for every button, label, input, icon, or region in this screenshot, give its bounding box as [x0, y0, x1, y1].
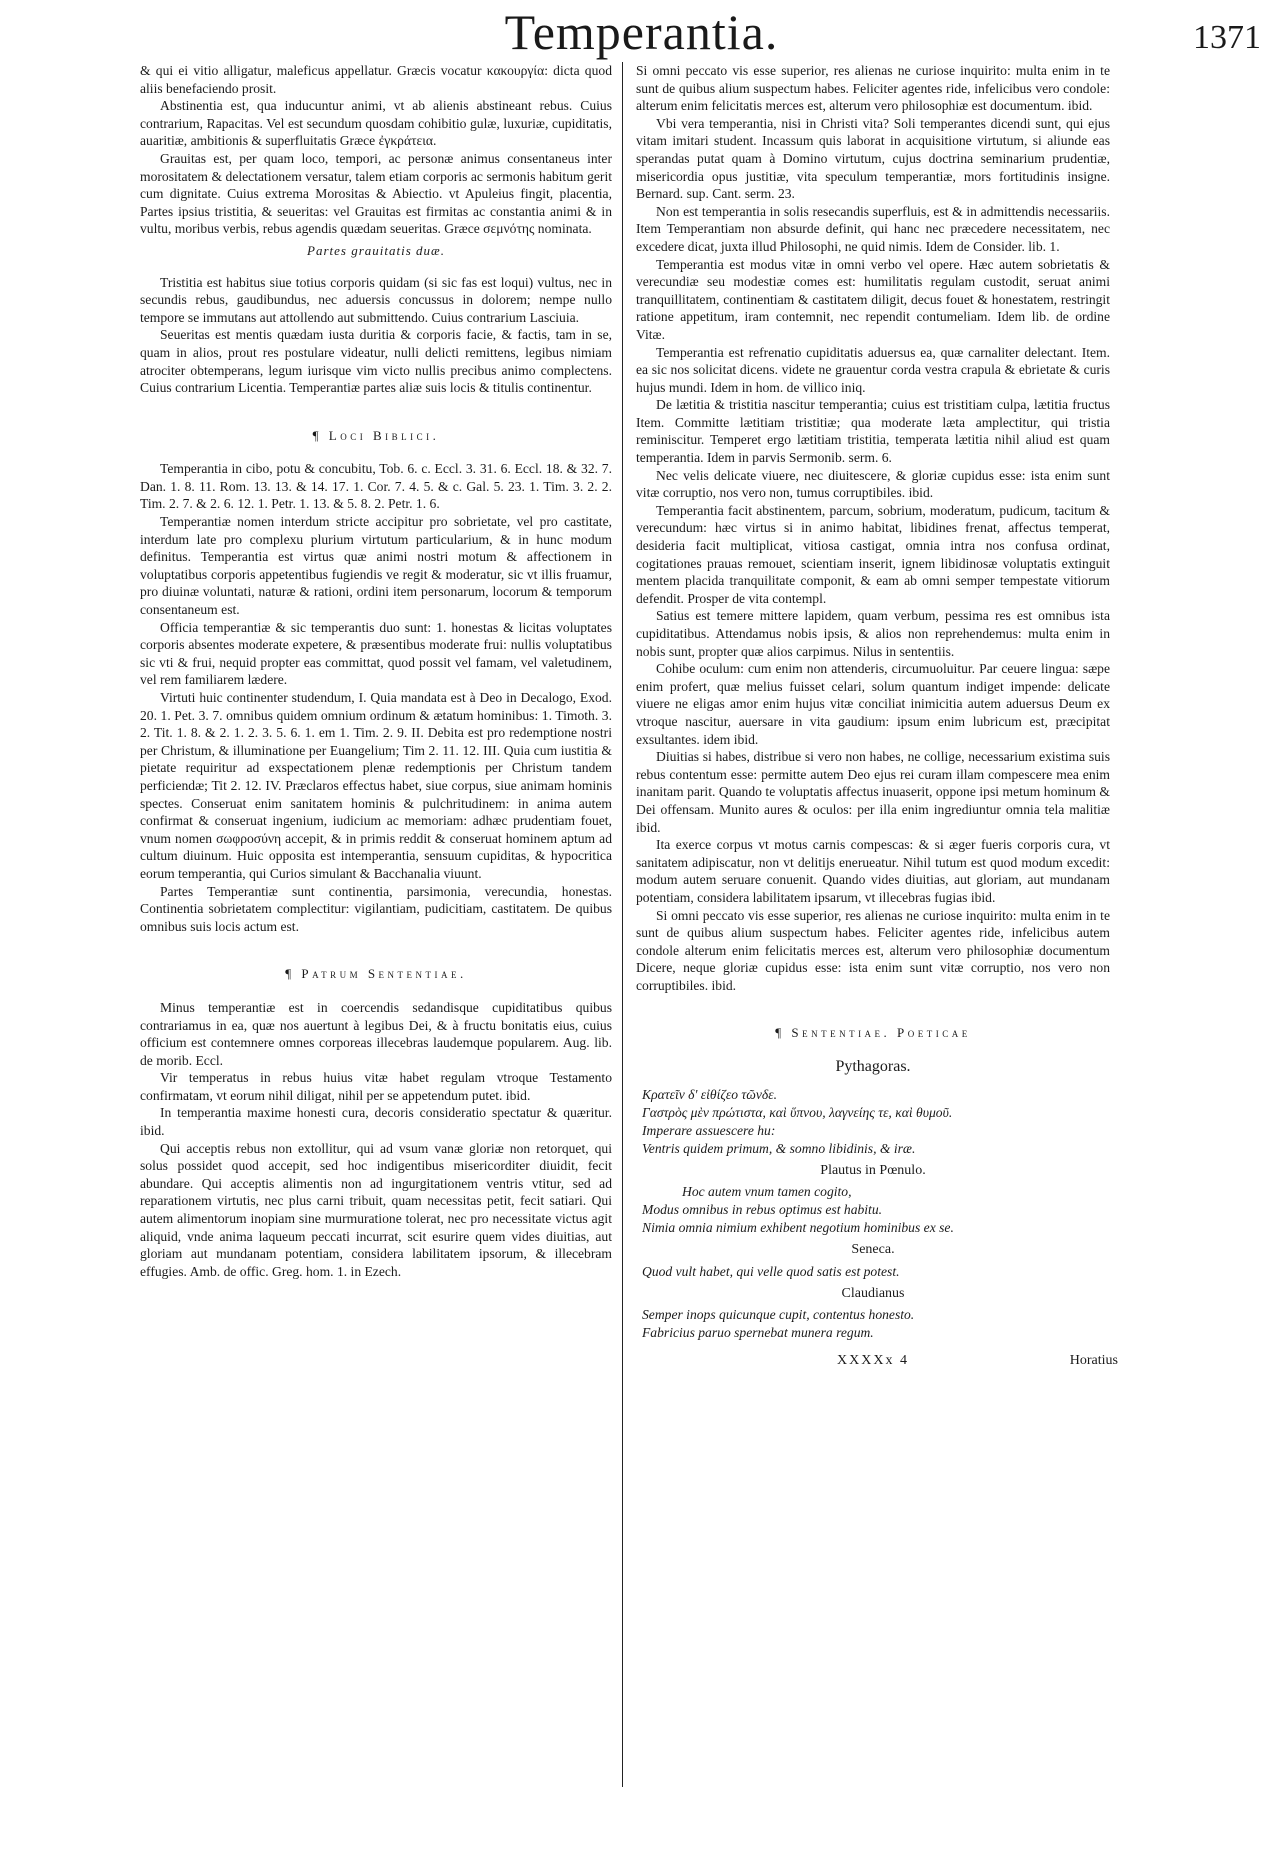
page-number: 1371: [1193, 19, 1261, 56]
signature-mark: XXXXx 4: [837, 1353, 909, 1369]
paragraph: & qui ei vitio alligatur, maleficus appellatur. Græcis vocatur κακουργία: dicta quod aliis benefaciendo prosit.: [140, 63, 612, 96]
verse-line: Fabricius paruo spernebat munera regum.: [642, 1325, 874, 1341]
catchword: Horatius: [1069, 1353, 1118, 1369]
paragraph: Satius est temere mittere lapidem, quam verbum, pessima res est omnibus ista cupiditatibus. Attendamus nobis ipsis, & alios non reprehendemus: multa enim in nobis sunt, propter quæ alios carpimus. Nilus in sententiis.: [636, 608, 1110, 659]
paragraph: Seueritas est mentis quædam iusta duritia & corporis facie, & factis, tam in se, quam in alios, prout res postulare videatur, nulli delicti remittens, legibus nimiam atrociter obtemperans, legum iurisque vim victo nullis precibus animo complectens. Cuius contrarium Licentia. Temperantiæ partes aliæ suis locis & titulis continentur.: [140, 327, 612, 396]
poet-name: Plautus in Pœnulo.: [820, 1162, 926, 1178]
verse-line: Quod vult habet, qui velle quod satis est potest.: [642, 1263, 900, 1279]
paragraph: Qui acceptis rebus non extollitur, qui ad vsum vanæ gloriæ non retorquet, qui solus possidet quod accepit, sed hoc indigentibus misericorditer diuidit, fecit abundare. Qui acceptis alimentis non ad ingurgitationem ventris vtitur, sed ad reparationem virtutis, nec plus carni tribuit, quam necessitas petit, fecit satiari. Qui autem alimentorum inopiam sine murmuratione tolerat, nec pro necessitate victus agit aliquid, vnde anima laqueum peccati incurrat, scit esurire quem vides diuitias, aut gloriam aut mundanam potentiam, considera labilitatem ipsorum, & illecebram effugies. Amb. de offic. Greg. hom. 1. in Ezech.: [140, 1140, 612, 1279]
paragraph: Temperantia est modus vitæ in omni verbo vel opere. Hæc autem sobrietatis & verecundiæ seu modestiæ comes est: humilitatis regulam custodit, seruat animi tranquillitatem, continentiam & castitatem diligit, decus fouet & honestatem, restringit ratione appetitum, iram contemnit, nec rependit contumeliam. Idem lib. de ordine Vitæ.: [636, 256, 1110, 342]
paragraph: Grauitas est, per quam loco, tempori, ac personæ animus consentaneus inter morositatem & delectationem versatur, talem etiam corporis ac sermonis habitum gerit cum dignitate. Cuius extrema Morositas & Abiectio. vt Apuleius fingit, placentia, Partes ipsius tristitia, & seueritas: vel Grauitas est firmitas ac constantia animi & in vultu, moribus verbis, rebus agendis quædam seueritas. Græce σεμνότης nominata.: [140, 150, 612, 237]
paragraph: Temperantia est refrenatio cupiditatis aduersus ea, quæ carnaliter delectant. Item. ea sic nos solicitat dicens. videte ne grauentur corda vestra crapula & ebrietate & curis hujus mundi. Idem in hom. de villico iniq.: [636, 344, 1110, 395]
paragraph: Temperantia in cibo, potu & concubitu, Tob. 6. c. Eccl. 3. 31. 6. Eccl. 18. & 32. 7. Dan. 1. 8. 11. Rom. 13. 13. & 14. 17. 1. Cor. 7. 4. 5. & c. Gal. 5. 23. 1. Tim. 3. 2. 2. Tim. 2. 7. & 2. 6. 12. 1. Petr. 1. 13. & 5. 8. 2. Petr. 1. 6.: [140, 461, 612, 512]
paragraph: Cohibe oculum: cum enim non attenderis, circumuoluitur. Par ceuere lingua: sæpe enim profert, quæ melius fuisset celari, solum quantum indiget impende: delicate viuere ne eligas amor enim hujus vitæ conciliat inimicitia autem aduersus Deum ex vtroque nascitur, auersare in vita gaudium: ipsum enim lubricum est, præcipitat exsultantes. idem ibid.: [636, 661, 1110, 747]
section-heading: ¶ Sententiae. Poeticae: [775, 1025, 971, 1041]
verse-line: Modus omnibus in rebus optimus est habitu.: [642, 1202, 883, 1218]
paragraph: Diuitias si habes, distribue si vero non habes, ne collige, necessarium existima suis rebus contentum esse: permitte autem Deo ejus rei curam illam compescere mea enim inanitam parit. Quando te voluptatis affectus inuaserit, oppone ipsi metum hominum & Dei offensam. Munito aures & oculos: per illa enim ingrediuntur omnia tela malitiæ ibid.: [636, 749, 1110, 835]
signature-line: [636, 1352, 1118, 1370]
right-column: [636, 62, 1118, 1370]
paragraph: In temperantia maxime honesti cura, decoris consideratio spectatur & quæritur. ibid.: [140, 1105, 612, 1139]
paragraph: Non est temperantia in solis resecandis superfluis, est & in admittendis necessariis. Item Temperantiam non absurde definit, qui hanc nec præcedere necessitatem, nec excedere dicat, juxta illud Philosophi, ne quid nimis. Idem de Consider. lib. 1.: [636, 203, 1110, 254]
verse-line: Nimia omnia nimium exhibent negotium hominibus ex se.: [642, 1220, 954, 1236]
poet-heading: Pythagoras.: [835, 1058, 911, 1076]
paragraph: Officia temperantiæ & sic temperantis duo sunt: 1. honestas & licitas voluptates corporis absentes moderate expetere, & præsentibus moderate frui: nullis voluptatibus sic vti & frui, nequid propter eas committat, quod possit vel famam, vel valetudinem, vel rem familiarem lædere.: [140, 619, 612, 688]
poet-name: Claudianus: [841, 1285, 905, 1301]
verse-line: Imperare assuescere hu:: [642, 1122, 776, 1138]
paragraph: Partes Temperantiæ sunt continentia, parsimonia, verecundia, honestas. Continentia sobrietatem complectitur: vigilantiam, pudicitiam, castitatem. De quibus omnibus suis locis actum est.: [140, 883, 612, 934]
section-heading: ¶ Patrum Sententiae.: [285, 966, 467, 982]
verse-line: Γαστρὸς μὲν πρώτιστα, καὶ ὕπνου, λαγνείης τε, καὶ θυμοῦ.: [642, 1104, 953, 1120]
paragraph: Si omni peccato vis esse superior, res alienas ne curiose inquirito: multa enim in te sunt de quibus alium suspectum habes. Feliciter agentes ride, infelicibus vero condole: alterum enim felicitatis merces est, alterum vero philosophiæ est documentum. ibid.: [636, 63, 1110, 114]
paragraph: Abstinentia est, qua inducuntur animi, vt ab alienis abstineant rebus. Cuius contrarium, Rapacitas. Vel est secundum quosdam cohibitio gulæ, luxuriæ, cupiditatis, auaritiæ, ambitionis & superfluitatis Græce ἐγκράτεια.: [140, 98, 612, 149]
paragraph: Vbi vera temperantia, nisi in Christi vita? Soli temperantes dicendi sunt, qui ejus vitam imitari student. Incassum quis laborat in acquisitione virtutum, si aliunde eas sperandas putat quam à Domino virtutum, cujus doctrina seminarium prudentiæ, misericordia opus justitiæ, vita speculum temperantiæ, mors fortitudinis insigne. Bernard. sup. Cant. serm. 23.: [636, 115, 1110, 202]
verse-line: Κρατεῖν δ' εἰθίζεο τῶνδε.: [642, 1086, 777, 1102]
sub-heading: Partes grauitatis duæ.: [307, 242, 445, 258]
verse-line: Ventris quidem primum, & somno libidinis, & iræ.: [642, 1140, 916, 1156]
paragraph: Nec velis delicate viuere, nec diuitescere, & gloriæ cupidus esse: ista enim sunt vitæ corruptio, nos vero non, tumus corruptibiles. ibid.: [636, 467, 1110, 501]
verse-line: Semper inops quicunque cupit, contentus honesto.: [642, 1307, 915, 1323]
poet-name: Seneca.: [851, 1242, 895, 1258]
paragraph: Tristitia est habitus siue totius corporis quidam (si sic fas est loqui) vultus, nec in secundis rebus, gaudibundus, nec aduersis concussus in dolorem; nempe nullo tempore se immutans aut attollendo aut submittendo. Cuius contrarium Lasciuia.: [140, 274, 612, 325]
paragraph: Temperantiæ nomen interdum stricte accipitur pro sobrietate, vel pro castitate, interdum late pro complexu plurium virtutum particularium, & in hunc modum definitus. Temperantia est virtus quæ animi nostri motum & affectionem in voluptatibus corporis appetentibus fugiendis ve regit & moderatur, sic vt illis fruamur, pro diuinæ voluntati, naturæ & rationi, ordini item personarum, locorum & temporum consentaneum est.: [140, 514, 612, 618]
paragraph: Si omni peccato vis esse superior, res alienas ne curiose inquirito: multa enim in te sunt de quibus alium suspectum habes. Feliciter agentes ride, infelicibus autem condole alterum enim felicitatis merces est, alterum vero philosophiæ documentum Dicere, neque gloriæ cupidus esse: ista enim sunt vitæ corruptio, nos vero non corruptibiles. ibid.: [636, 907, 1110, 993]
column-divider: [622, 62, 623, 1787]
paragraph: Temperantia facit abstinentem, parcum, sobrium, moderatum, pudicum, tacitum & verecundum: hæc virtus si in animo habitat, libidines frenat, affectus temperat, desideria facit multiplicat, vitiosa castigat, omnia intra nos confusa ordinat, cogitationes prauas remouet, scientiam inserit, ignem libidinosæ voluptatis extinguit mentem placida tranquilitate componit, & eam ab omni semper tempestate vitiorum defendit. Prosper de vita contempl.: [636, 502, 1110, 606]
paragraph: Ita exerce corpus vt motus carnis compescas: & si æger fueris corporis cura, vt sanitatem adipiscatur, non vt delitijs enerueatur. Nihil tutum est quod modum excedit: modum autem seruare conuenit. Quando vides diuitias, aut gloriam, aut mundanam potentiam, considera labilitatem ipsarum, vt illecebras fugias ibid.: [636, 837, 1110, 905]
paragraph: Vir temperatus in rebus huius vitæ habet regulam vtroque Testamento confirmatam, vt eorum nihil diligat, nihil per se appetendum putet. ibid.: [140, 1070, 612, 1103]
section-heading: ¶ Loci Biblici.: [312, 427, 440, 443]
left-column: [140, 62, 612, 1280]
verse-line: Hoc autem vnum tamen cogito,: [682, 1184, 852, 1200]
paragraph: Virtuti huic continenter studendum, I. Quia mandata est à Deo in Decalogo, Exod. 20. 1. Pet. 3. 7. omnibus quidem omnium ordinum & ætatum hominibus: 1. Timoth. 3. 2. Tit. 1. 8. & 2. 1. 2. 3. 5. 6. 1. em 1. Tim. 2. 9. II. Debita est pro redemptione nostri per Christum, & illuminatione per Euangelium; Tim 2. 11. 12. III. Quia cum iustitia & pietate requiritur ad exspectationem plenæ redemptionis per Christum tandem perficiendæ; Tit 2. 12. IV. Præclaros effectus habet, siue corpus, siue animam hominis spectes. Conseruat enim sanitatem hominis & pulchritudinem: in anima autem confirmat & conseruat ingenium, iudicium ac memoriam: adhæc prudentiam fouet, vnum nomen σωφροσύνη accepit, & in primis reddit & conseruat hominem aptum ad cultum diuinum. Huic opposita est intemperantia, sensuum cupiditas, & hypocritica eorum temperantia, qui Curios simulant & Bacchanalia viuunt.: [140, 690, 612, 881]
paragraph: De lætitia & tristitia nascitur temperantia; cuius est tristitiam culpa, lætitia fructus Item. Committe lætitiam tristitiæ; qua moderate læta amplectitur, qui tristia reminiscitur. Temperet ergo lætitiam tristitia, temperata lætitia nihil aliud est quam temperantia. Idem in parvis Sermonib. serm. 6.: [636, 397, 1110, 466]
running-head: Temperantia.: [504, 4, 779, 60]
paragraph: Minus temperantiæ est in coercendis sedandisque cupiditatibus quibus contrariamus in ea, quæ nos auertunt à legibus Dei, & à fructu bonitatis eius, cuius officium est contemnere omnes corporeas illecebras laudemque popularem. Aug. lib. de morib. Eccl.: [140, 999, 612, 1068]
